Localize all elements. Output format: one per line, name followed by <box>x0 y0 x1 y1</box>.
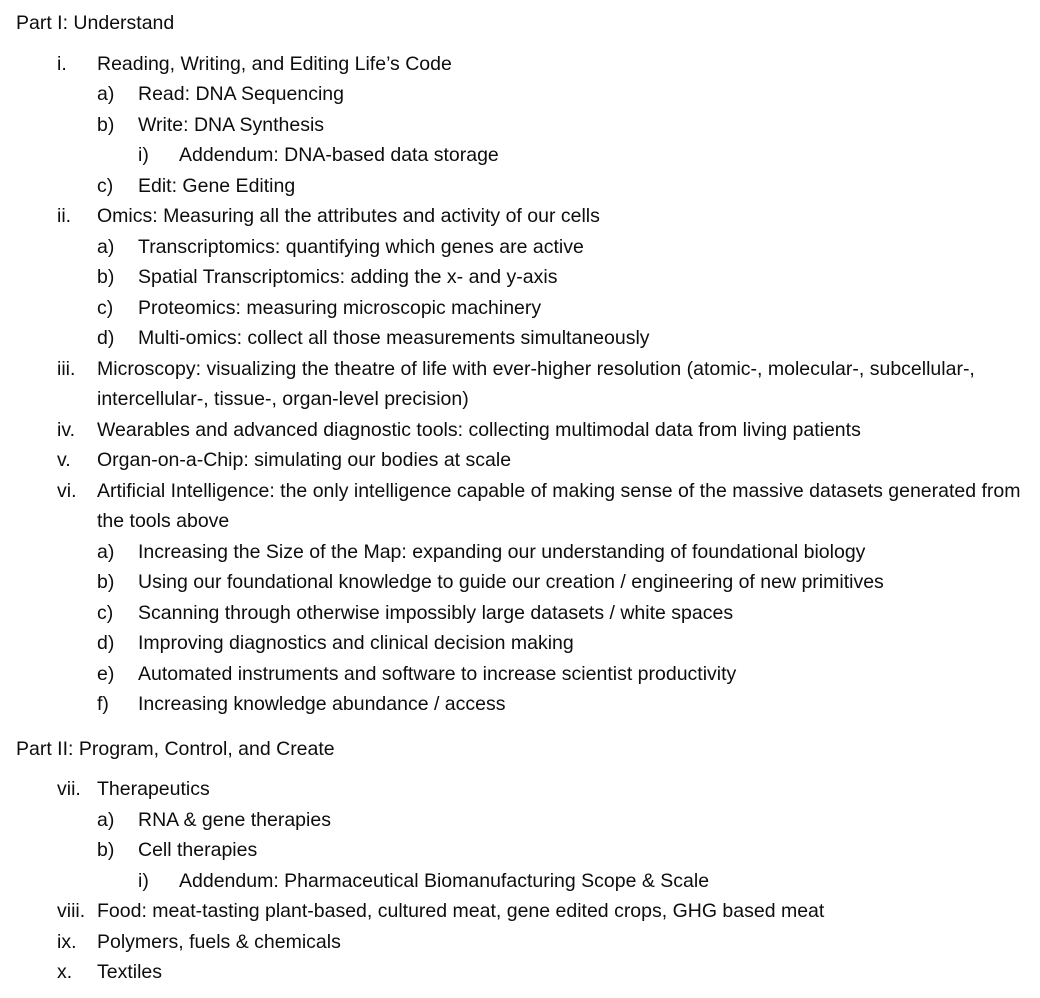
list-marker: iii. <box>57 357 76 380</box>
list-item <box>16 49 1026 80</box>
list-item <box>16 171 1026 202</box>
list-marker: i) <box>138 869 149 892</box>
list-item <box>16 110 1026 141</box>
list-marker: v. <box>57 449 71 471</box>
list-item <box>16 445 1026 476</box>
list-item <box>16 689 1026 720</box>
list-item <box>16 835 1026 866</box>
list-marker: c) <box>97 601 114 624</box>
list-marker: a) <box>97 540 115 563</box>
list-item-text: Addendum: DNA-based data storage <box>179 144 499 166</box>
list-item <box>16 866 1026 897</box>
list-item <box>16 805 1026 836</box>
list-item-text: Wearables and advanced diagnostic tools: collecting multimodal data from living patients <box>97 418 861 441</box>
list-item <box>16 232 1026 263</box>
list-item-text: Therapeutics <box>97 778 210 800</box>
list-item <box>16 628 1026 659</box>
list-marker: c) <box>97 296 114 319</box>
list-item-text: Textiles <box>97 961 163 983</box>
list-item-text: Cell therapies <box>138 839 258 861</box>
list-item-text: Spatial Transcriptomics: adding the x- and y-axis <box>138 266 558 288</box>
list-item <box>16 659 1026 690</box>
list-item-text: RNA & gene therapies <box>138 808 331 831</box>
list-item-text: Read: DNA Sequencing <box>138 83 344 105</box>
list-item-text: Omics: Measuring all the attributes and activity of our cells <box>97 205 600 227</box>
list-marker: viii. <box>57 900 86 922</box>
list-marker: e) <box>97 662 115 685</box>
list-item <box>16 927 1026 958</box>
list-marker: vi. <box>57 479 77 502</box>
list-item <box>16 323 1026 354</box>
list-marker: iv. <box>57 418 76 441</box>
list-marker: d) <box>97 632 115 654</box>
list-marker: a) <box>97 83 115 105</box>
list-marker: i) <box>138 144 149 166</box>
list-item <box>16 567 1026 598</box>
list-item <box>16 201 1026 232</box>
list-item-text: Increasing knowledge abundance / access <box>138 693 506 715</box>
list-item-text: Microscopy: visualizing the theatre of life with ever-higher resolution (atomic-, molecular-, subcellular-, intercellular-, tissue-, organ-level precision) <box>97 357 975 410</box>
list-item-text: Transcriptomics: quantifying which genes are active <box>138 235 584 258</box>
list-marker: i. <box>57 52 67 75</box>
list-item <box>16 293 1026 324</box>
list-item-text: Organ-on-a-Chip: simulating our bodies at scale <box>97 449 512 471</box>
list-item-text: Automated instruments and software to increase scientist productivity <box>138 662 737 685</box>
list-item <box>16 537 1026 568</box>
list-marker: ix. <box>57 930 77 953</box>
list-item-text: Improving diagnostics and clinical decision making <box>138 632 574 654</box>
list-marker: vii. <box>57 778 81 800</box>
list-item-text: Multi-omics: collect all those measurements simultaneously <box>138 327 650 349</box>
list-marker: b) <box>97 113 115 136</box>
list-item-text: Edit: Gene Editing <box>138 174 296 197</box>
list-item <box>16 140 1026 171</box>
list-item-text: Food: meat-tasting plant-based, cultured meat, gene edited crops, GHG based meat <box>97 900 825 922</box>
list-marker: d) <box>97 327 115 349</box>
list-item-text: Proteomics: measuring microscopic machinery <box>138 296 542 319</box>
list-marker: a) <box>97 808 115 831</box>
list-item <box>16 354 1026 415</box>
list-item <box>16 774 1026 805</box>
list-marker: a) <box>97 235 115 258</box>
list-marker: x. <box>57 961 73 983</box>
list-item-text: Write: DNA Synthesis <box>138 113 325 136</box>
list-item <box>16 598 1026 629</box>
list-marker: b) <box>97 839 115 861</box>
list-item <box>16 79 1026 110</box>
section-heading-part-1: Part I: Understand <box>16 12 175 34</box>
list-item <box>16 262 1026 293</box>
list-marker: b) <box>97 266 115 288</box>
list-item-text: Reading, Writing, and Editing Life’s Code <box>97 52 452 75</box>
list-item-text: Artificial Intelligence: the only intelligence capable of making sense of the massive datasets generated from the tools above <box>97 479 1021 532</box>
list-item <box>16 896 1026 927</box>
list-marker: f) <box>97 693 109 715</box>
list-marker: b) <box>97 571 115 593</box>
list-item-text: Addendum: Pharmaceutical Biomanufacturing Scope & Scale <box>179 869 710 892</box>
list-marker: ii. <box>57 205 72 227</box>
list-item-text: Scanning through otherwise impossibly large datasets / white spaces <box>138 601 734 624</box>
list-item-text: Using our foundational knowledge to guide our creation / engineering of new primitives <box>138 571 884 593</box>
list-item <box>16 415 1026 446</box>
list-item-text: Increasing the Size of the Map: expanding our understanding of foundational biology <box>138 540 866 563</box>
list-marker: c) <box>97 174 114 197</box>
list-item-text: Polymers, fuels & chemicals <box>97 930 341 953</box>
list-item <box>16 476 1026 537</box>
section-heading-part-2: Part II: Program, Control, and Create <box>16 737 335 760</box>
